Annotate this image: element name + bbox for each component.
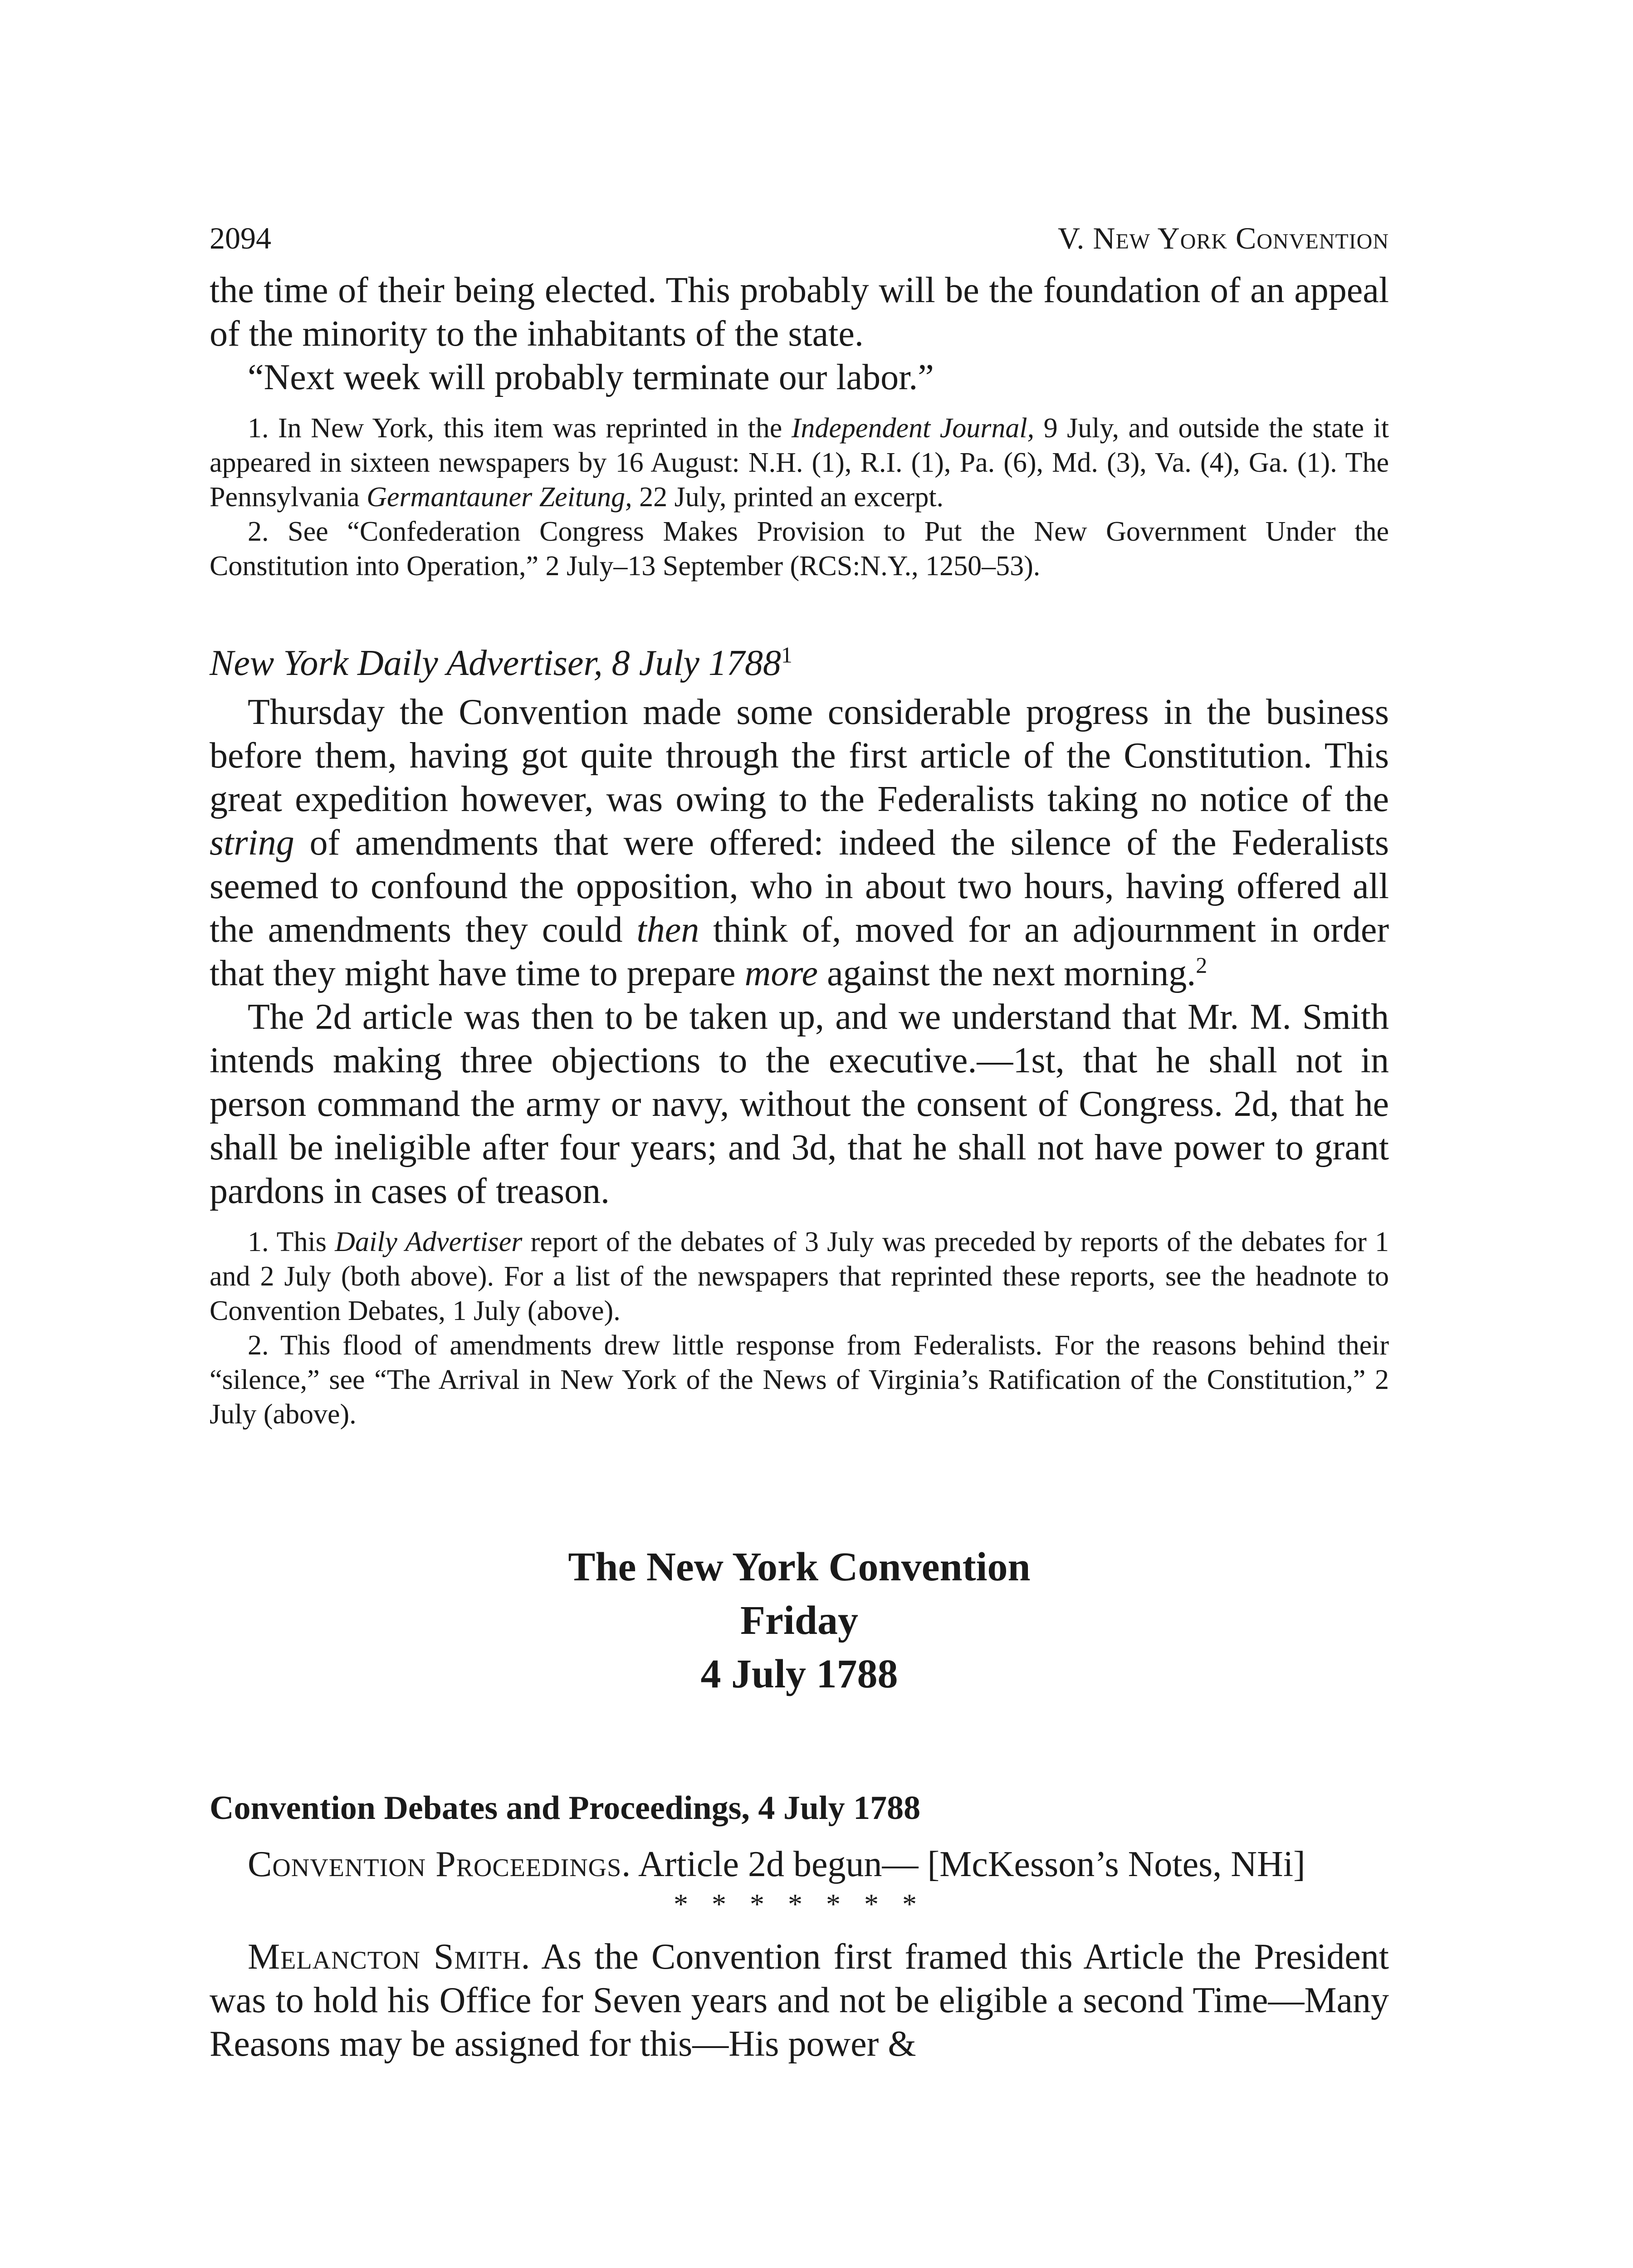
running-head <box>210 218 1389 259</box>
footnote-1: 1. This Daily Advertiser report of the debates of 3 July was preceded by reports of the debates for 1 and 2 July (both above). For a list of the newspapers that reprinted these reports, see the headnote to Convention Debates, 1 July (above). <box>210 1227 1389 1326</box>
entry-heading: New York Daily Advertiser, 8 July 1788$^1$ <box>210 642 792 683</box>
footnotes-second <box>210 1225 1389 1432</box>
page-number: 2094 <box>210 221 271 255</box>
running-title: V. New York Convention <box>1058 221 1389 255</box>
footnotes-first <box>210 411 1389 583</box>
continuation-quote: “Next week will probably terminate our labor.” <box>248 357 934 397</box>
entry-heading-note-ref: 1 <box>781 642 792 668</box>
debates-heading: Convention Debates and Proceedings, 4 July 1788 <box>210 1789 921 1827</box>
section-title <box>210 1540 1389 1701</box>
ellipsis-stars: * * * * * * * <box>674 1888 925 1920</box>
entry-paragraph-2: The 2d article was then to be taken up, and we understand that Mr. M. Smith intends making three objections to the executive.—1st, that he shall not in person command the army or navy, without the consent of Congress. 2d, that he shall be ineligible after four years; and 3d, that he shall not have power to grant pardons in cases of treason. <box>210 997 1389 1211</box>
footnote-2: 2. See “Confederation Congress Makes Provision to Put the New Government Under the Constitution into Operation,” 2 July–13 September (RCS:N.Y., 1250–53). <box>210 516 1389 582</box>
speech-paragraph: Melancton Smith. As the Convention first framed this Article the President was to hold his Office for Seven years and not be eligible a second Time—Many Reasons may be assigned for this—His power & <box>210 1937 1389 2064</box>
note-ref-2: 2 <box>1196 952 1208 978</box>
document-page <box>210 218 1389 2066</box>
section-title-line-3: 4 July 1788 <box>700 1652 898 1696</box>
continuation-paragraph: the time of their being elected. This probably will be the foundation of an appeal of the minority to the inhabitants of the state. <box>210 270 1389 354</box>
entry-paragraph-1: Thursday the Convention made some considerable progress in the business before them, having got quite through the first article of the Constitution. This great expedition however, was owing to the Federalists taking no notice of the string of amendments that were offered: indeed the silence of the Federalists seemed to confound the opposition, who in about two hours, having offered all the amendments they could then think of, moved for an adjournment in order that they might have time to prepare more against the next morning.$^2$ <box>210 692 1389 993</box>
section-title-line-2: Friday <box>740 1598 858 1643</box>
proceedings-paragraph: Convention Proceedings. Article 2d begun— [McKesson’s Notes, NHi] <box>248 1844 1305 1884</box>
section-title-line-1: The New York Convention <box>568 1545 1031 1589</box>
footnote-1: 1. In New York, this item was reprinted in the Independent Journal, 9 July, and outside the state it appeared in sixteen newspapers by 16 August: N.H. (1), R.I. (1), Pa. (6), Md. (3), Va. (4), Ga. (1). The Pennsylvania Germantauner Zeitung, 22 July, printed an excerpt. <box>210 413 1389 513</box>
footnote-2: 2. This flood of amendments drew little response from Federalists. For the reasons behind their “silence,” see “The Arrival in New York of the News of Virginia’s Ratification of the Constitution,” 2 July (above). <box>210 1330 1389 1430</box>
speaker-name: Melancton Smith. <box>248 1937 531 1977</box>
